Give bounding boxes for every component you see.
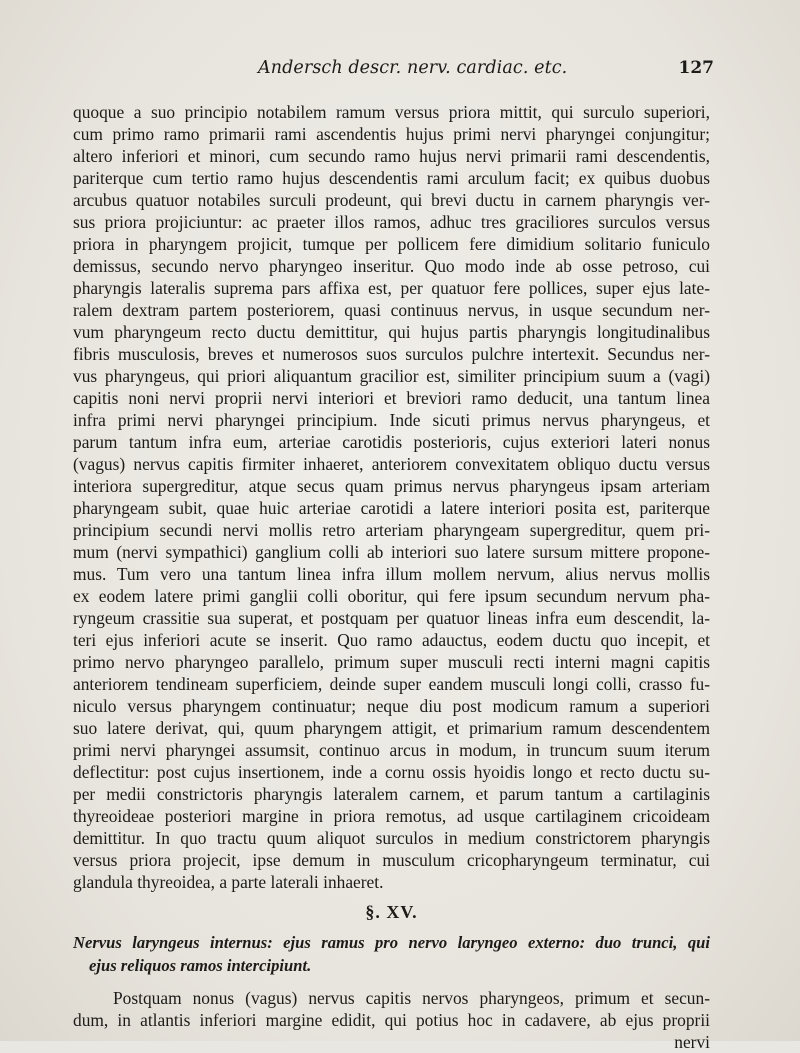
page-header <box>60 58 714 84</box>
text-line: deflectitur: post cujus insertionem, inde a cornu ossis hyoidis longo et recto ductu su- <box>73 762 710 782</box>
text-line: suo latere derivat, qui, quum pharyngem attigit, et primarium ramum descendentem <box>73 718 710 738</box>
text-line: interiora supergreditur, atque secus quam primus nervus pharyngeus ipsam arteriam <box>73 476 710 496</box>
text-line: mus. Tum vero una tantum linea infra illum mollem nervum, alius nervus mollis <box>73 564 710 584</box>
text-line: niculo versus pharyngem continuatur; neque diu post modicum ramum a superiori <box>73 696 710 716</box>
text-line: arcubus quatuor notabiles surculi prodeunt, qui brevi ductu in carnem pharyngis ver- <box>73 190 710 210</box>
paragraph-new <box>73 987 710 1031</box>
text-line: Nervus laryngeus internus: ejus ramus pro nervo laryngeo externo: duo trunci, qui <box>73 933 710 952</box>
text-line: vus pharyngeus, qui priori aliquantum gracilior est, similiter principium suum a (vagi) <box>73 366 710 386</box>
text-line: ryngeum crassitie sua superat, et postquam per quatuor lineas infra eum descendit, la- <box>73 608 710 628</box>
text-line: primi nervi pharyngei assumsit, continuo arcus in modum, in truncum suum iterum <box>73 740 710 760</box>
text-line: capitis noni nervi proprii nervi interiori et breviori ramo deducit, una tantum linea <box>73 388 710 408</box>
text-line: sus priora projiciuntur: ac praeter illos ramos, adhuc tres graciliores surculos versus <box>73 212 710 232</box>
text-line: altero inferiori et minori, cum secundo ramo hujus nervi primarii rami descendentis, <box>73 146 710 166</box>
text-line: dum, in atlantis inferiori margine edidit, qui potius hoc in cadavere, ab ejus proprii <box>73 1010 710 1030</box>
text-line: thyreoideae posteriori margine in priora remotus, ad usque cartilaginem cricoideam <box>73 806 710 826</box>
text-line: versus priora projecit, ipse demum in musculum cricopharyngeum terminatur, cui <box>73 850 710 870</box>
text-line: pariterque cum tertio ramo hujus descendentis rami arculum facit; ex quibus duobus <box>73 168 710 188</box>
text-line: ex eodem latere primi ganglii colli oboritur, qui fere ipsum secundum nervum pha- <box>73 586 710 606</box>
text-line: ralem dextram partem posteriorem, quasi continuus nervus, in usque secundum ner- <box>73 300 710 320</box>
text-line: principium secundi nervi mollis retro arteriam pharyngeam supergreditur, quem pri- <box>73 520 710 540</box>
text-line: quoque a suo principio notabilem ramum versus priora mittit, qui surculo superiori, <box>73 102 710 122</box>
text-line: anteriorem tendineam superficiem, deinde super eandem musculi longi colli, crasso fu- <box>73 674 710 694</box>
text-line: teri ejus inferiori acute se inserit. Quo ramo adauctus, eodem ductu quo incepit, et <box>73 630 710 650</box>
text-line: Postquam nonus (vagus) nervus capitis nervos pharyngeos, primum et secun- <box>113 988 710 1008</box>
text-line: (vagus) nervus capitis firmiter inhaeret, anteriorem convexitatem obliquo ductu versus <box>73 454 710 474</box>
text-line: priora in pharyngem projicit, tumque per pollicem fere dimidium solitario funiculo <box>73 234 710 254</box>
text-line: demittitur. In quo tractu quum aliquot surculos in medium constrictorem pharyngis <box>73 828 710 848</box>
catchword: nervi <box>674 1032 710 1052</box>
text-line: pharyngeam subit, quae huic arteriae carotidi a latere interiori posita est, pariterque <box>73 498 710 518</box>
text-line: ejus reliquos ramos intercipiunt. <box>89 956 312 975</box>
section-summary <box>73 931 710 977</box>
body-text <box>73 101 710 1053</box>
paragraph-continued <box>73 101 710 893</box>
text-line: mum (nervi sympathici) ganglium colli ab interiori suo latere sursum mittere propone- <box>73 542 710 562</box>
text-line: per medii constrictoris pharyngis lateralem carnem, et parum tantum a cartilaginis <box>73 784 710 804</box>
text-line: cum primo ramo primarii rami ascendentis hujus primi nervi pharyngei conjungitur; <box>73 124 710 144</box>
text-line: pharyngis lateralis suprema pars affixa est, per quatuor fere pollices, super ejus late- <box>73 278 710 298</box>
text-line: glandula thyreoidea, a parte laterali inhaeret. <box>73 872 384 892</box>
section-heading: §. XV. <box>365 902 418 922</box>
text-line: demissus, secundo nervo pharyngeo inseritur. Quo modo inde ab osse petroso, cui <box>73 256 710 276</box>
text-line: vum pharyngeum recto ductu demittitur, qui hujus partis pharyngis longitudinalibus <box>73 322 710 342</box>
text-line: parum tantum infra eum, arteriae carotidis posterioris, cujus exteriori lateri nonus <box>73 432 710 452</box>
text-line: fibris musculosis, breves et numerosos suos surculos pulchre intertexit. Secundus ner- <box>73 344 710 364</box>
text-line: infra primi nervi pharyngei principium. Inde sicuti primus nervus pharyngeus, et <box>73 410 710 430</box>
running-title: Andersch descr. nerv. cardiac. etc. <box>258 58 568 78</box>
text-line: primo nervo pharyngeo parallelo, primum super musculi recti interni magni capitis <box>73 652 710 672</box>
page-number: 127 <box>678 58 714 78</box>
